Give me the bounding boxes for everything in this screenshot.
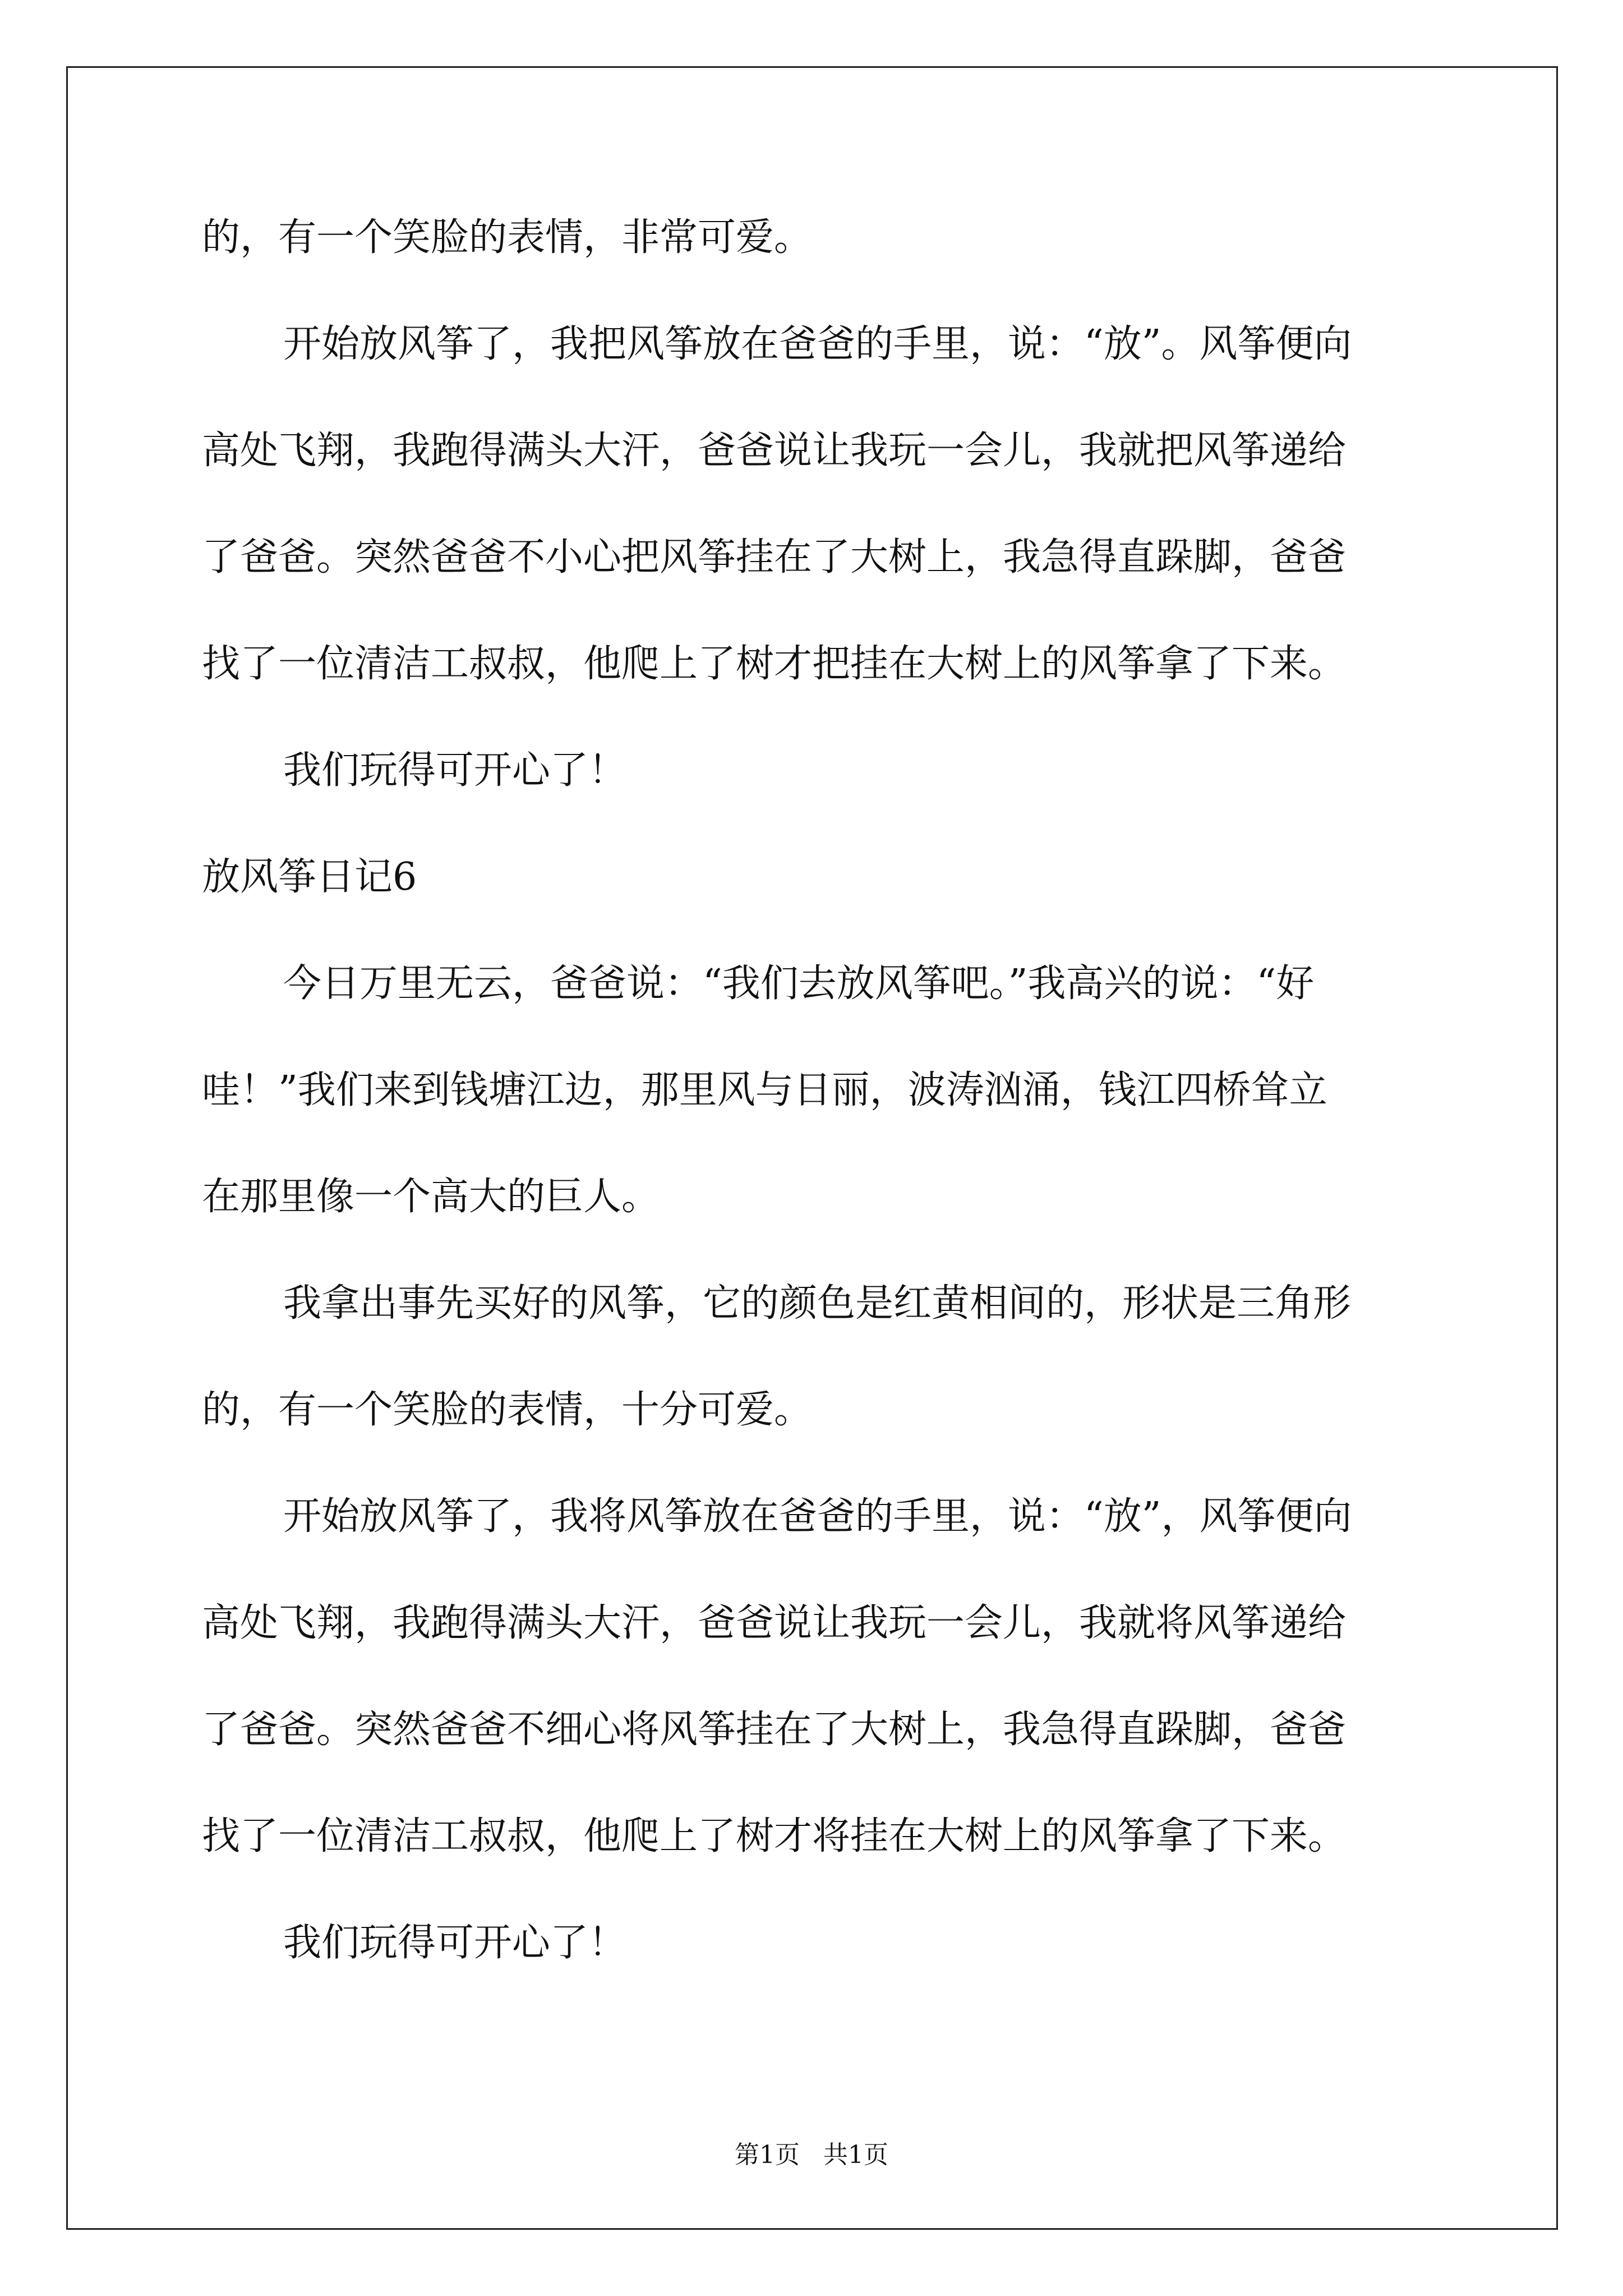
page-border xyxy=(66,66,1558,2230)
paragraph-start-line: 开始放风筝了，我把风筝放在爸爸的手里，说：“放”。风筝便向 xyxy=(283,322,1352,366)
text-line: 了爸爸。突然爸爸不小心把风筝挂在了大树上，我急得直跺脚，爸爸 xyxy=(202,535,1347,579)
text-line: 找了一位清洁工叔叔，他爬上了树才把挂在大树上的风筝拿了下来。 xyxy=(202,642,1347,686)
text-line: 的，有一个笑脸的表情，十分可爱。 xyxy=(202,1388,813,1432)
section-heading: 放风筝日记6 xyxy=(202,855,417,899)
paragraph-start-line: 我们玩得可开心了！ xyxy=(283,748,627,793)
text-line: 在那里像一个高大的巨人。 xyxy=(202,1175,660,1219)
paragraph-start-line: 我拿出事先买好的风筝，它的颜色是红黄相间的，形状是三角形 xyxy=(283,1281,1352,1326)
text-line: 找了一位清洁工叔叔，他爬上了树才将挂在大树上的风筝拿了下来。 xyxy=(202,1814,1347,1858)
paragraph-start-line: 开始放风筝了，我将风筝放在爸爸的手里，说：“放”，风筝便向 xyxy=(283,1494,1352,1539)
text-line: 的，有一个笑脸的表情，非常可爱。 xyxy=(202,215,813,260)
text-line: 高处飞翔，我跑得满头大汗，爸爸说让我玩一会儿，我就把风筝递给 xyxy=(202,429,1347,473)
text-line: 了爸爸。突然爸爸不细心将风筝挂在了大树上，我急得直跺脚，爸爸 xyxy=(202,1708,1347,1752)
page-footer: 第1页 共1页 xyxy=(735,2141,888,2169)
paragraph-start-line: 我们玩得可开心了！ xyxy=(283,1921,627,1965)
text-line: 哇！”我们来到钱塘江边，那里风与日丽，波涛汹涌，钱江四桥耸立 xyxy=(202,1068,1327,1112)
paragraph-start-line: 今日万里无云，爸爸说：“我们去放风筝吧。”我高兴的说：“好 xyxy=(283,961,1315,1006)
text-line: 高处飞翔，我跑得满头大汗，爸爸说让我玩一会儿，我就将风筝递给 xyxy=(202,1601,1347,1645)
